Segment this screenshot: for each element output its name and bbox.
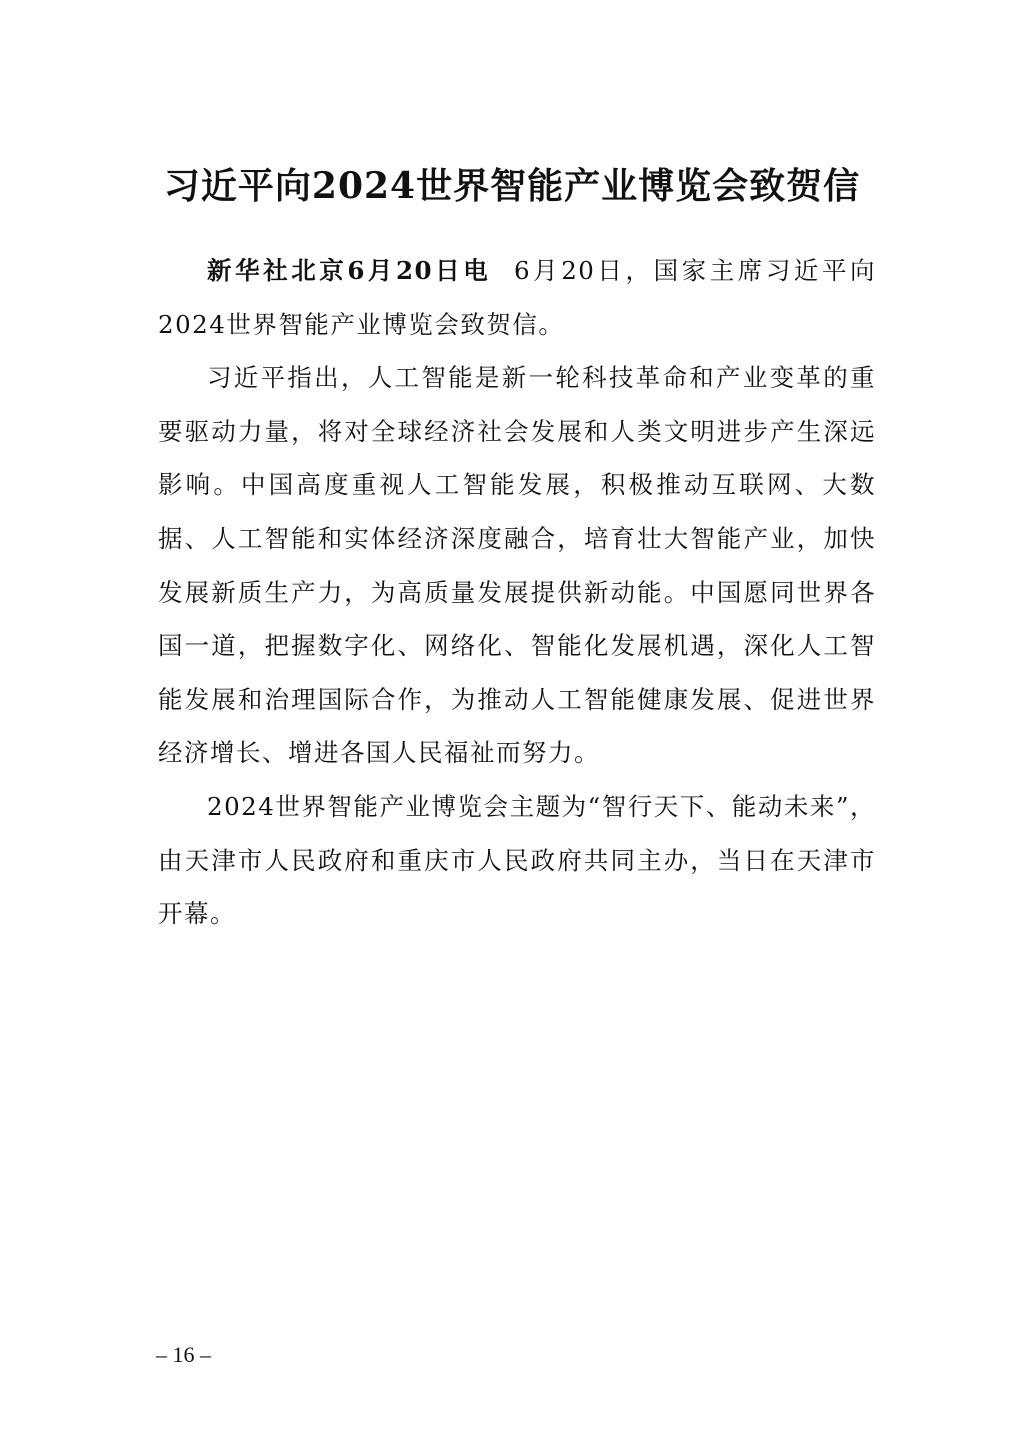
paragraph-2: 习近平指出，人工智能是新一轮科技革命和产业变革的重要驱动力量，将对全球经济社会发展和人类文明进步产生深远影响。中国高度重视人工智能发展，积极推动互联网、大数据、人工智能和实体经济深度融合，培育壮大智能产业，加快发展新质生产力，为高质量发展提供新动能。中国愿同世界各国一道，把握数字化、网络化、智能化发展机遇，深化人工智能发展和治理国际合作，为推动人工智能健康发展、促进世界经济增长、增进各国人民福祉而努力。 <box>158 363 876 768</box>
article-body <box>158 244 876 941</box>
dateline: 新华社北京6月20日电 <box>207 256 492 285</box>
page-title: 习近平向2024世界智能产业博览会致贺信 <box>163 165 861 207</box>
paragraph-3: 2024世界智能产业博览会主题为“智行天下、能动未来”，由天津市人民政府和重庆市人民政府共同主办，当日在天津市开幕。 <box>158 791 876 929</box>
paragraph-1-text: 6月20日，国家主席习近平向2024世界智能产业博览会致贺信。 <box>158 256 877 339</box>
page-number: – 16 – <box>156 1342 211 1367</box>
paragraph-1 <box>158 244 876 351</box>
